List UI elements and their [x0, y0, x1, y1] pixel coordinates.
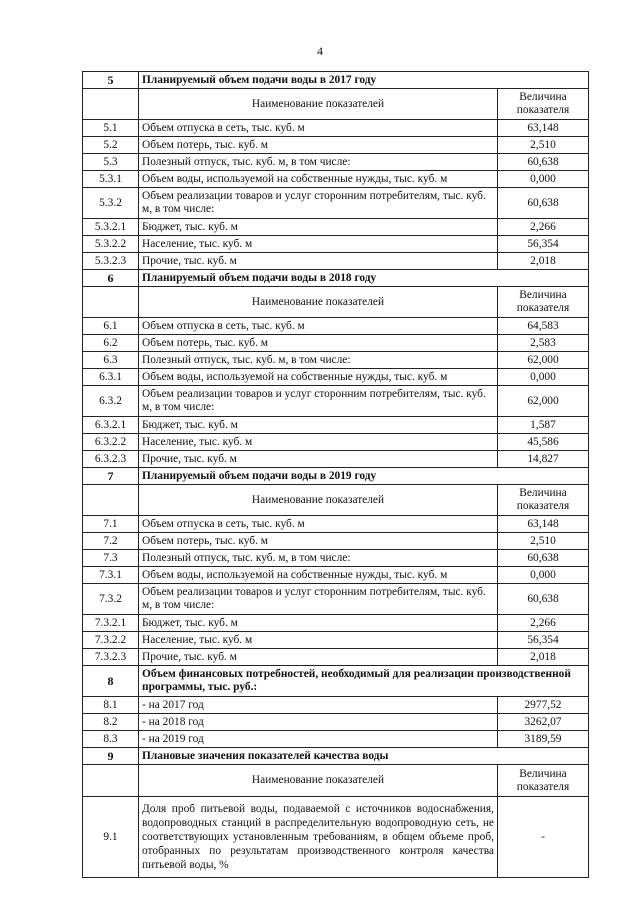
row-indicator: Прочие, тыс. куб. м: [139, 451, 498, 468]
row-value: 1,587: [498, 417, 589, 434]
row-number: 7.1: [83, 516, 139, 533]
row-number: 7.3.2.3: [83, 649, 139, 666]
row-value: 2,266: [498, 219, 589, 236]
row-indicator: Полезный отпуск, тыс. куб. м, в том числе:: [139, 352, 498, 369]
row-indicator: Бюджет, тыс. куб. м: [139, 417, 498, 434]
row-indicator: Полезный отпуск, тыс. куб. м, в том числе:: [139, 550, 498, 567]
table-row: [83, 120, 589, 137]
row-number: 9.1: [83, 797, 139, 878]
table-row: [83, 369, 589, 386]
row-value: 62,000: [498, 386, 589, 417]
column-header-row: [83, 765, 589, 797]
table-row: [83, 516, 589, 533]
row-indicator: Объем реализации товаров и услуг сторонним потребителям, тыс. куб. м, в том числе:: [139, 188, 498, 219]
header-empty-cell: [83, 485, 139, 516]
section-title: Планируемый объем подачи воды в 2018 году: [139, 270, 589, 287]
header-empty-cell: [83, 287, 139, 318]
row-value: 45,586: [498, 434, 589, 451]
table-row: [83, 533, 589, 550]
row-number: 5.3.2.2: [83, 236, 139, 253]
header-value: Величина показателя: [498, 89, 589, 120]
header-indicator: Наименование показателей: [139, 89, 498, 120]
row-value: 0,000: [498, 567, 589, 584]
row-number: 5.3: [83, 154, 139, 171]
row-value: 3262,07: [498, 714, 589, 731]
row-value: 60,638: [498, 188, 589, 219]
row-number: 7.3.2: [83, 584, 139, 615]
row-indicator: - на 2018 год: [139, 714, 498, 731]
row-indicator: Население, тыс. куб. м: [139, 632, 498, 649]
table-row: [83, 335, 589, 352]
row-number: 5.3.2: [83, 188, 139, 219]
section-number: 9: [83, 748, 139, 765]
page-number: 4: [317, 44, 323, 58]
row-indicator: Население, тыс. куб. м: [139, 434, 498, 451]
header-value: Величина показателя: [498, 485, 589, 516]
table-row: [83, 137, 589, 154]
table-row: [83, 714, 589, 731]
row-value: 64,583: [498, 318, 589, 335]
row-indicator: Бюджет, тыс. куб. м: [139, 615, 498, 632]
row-number: 6.3.2.2: [83, 434, 139, 451]
row-number: 5.1: [83, 120, 139, 137]
table-row: [83, 451, 589, 468]
row-number: 6.3.2.1: [83, 417, 139, 434]
table-row: [83, 584, 589, 615]
row-number: 5.2: [83, 137, 139, 154]
row-indicator: Объем воды, используемой на собственные нужды, тыс. куб. м: [139, 567, 498, 584]
row-indicator: Полезный отпуск, тыс. куб. м, в том числе:: [139, 154, 498, 171]
row-number: 5.3.2.3: [83, 253, 139, 270]
section-title: Объем финансовых потребностей, необходимый для реализации производственной программы, тыс. руб.:: [139, 666, 589, 697]
table-row: [83, 697, 589, 714]
row-value: 2,018: [498, 649, 589, 666]
section-title: Планируемый объем подачи воды в 2019 году: [139, 468, 589, 485]
row-number: 7.3.1: [83, 567, 139, 584]
row-number: 5.3.2.1: [83, 219, 139, 236]
row-value: 3189,59: [498, 731, 589, 748]
section-number: 7: [83, 468, 139, 485]
row-indicator: Объем реализации товаров и услуг сторонним потребителям, тыс. куб. м, в том числе:: [139, 386, 498, 417]
table-row: [83, 632, 589, 649]
column-header-row: [83, 89, 589, 120]
section-heading-row: [83, 666, 589, 697]
row-indicator: Бюджет, тыс. куб. м: [139, 219, 498, 236]
row-value: 60,638: [498, 550, 589, 567]
row-indicator: Объем воды, используемой на собственные нужды, тыс. куб. м: [139, 171, 498, 188]
row-value: -: [498, 797, 589, 878]
row-indicator: Объем потерь, тыс. куб. м: [139, 335, 498, 352]
program-table: [82, 71, 589, 878]
section-heading-row: [83, 748, 589, 765]
header-indicator: Наименование показателей: [139, 287, 498, 318]
row-indicator: Объем отпуска в сеть, тыс. куб. м: [139, 516, 498, 533]
row-value: 2,583: [498, 335, 589, 352]
row-number: 6.3.2: [83, 386, 139, 417]
row-value: 62,000: [498, 352, 589, 369]
row-value: 60,638: [498, 584, 589, 615]
row-indicator: - на 2017 год: [139, 697, 498, 714]
table-row: [83, 352, 589, 369]
row-indicator: - на 2019 год: [139, 731, 498, 748]
row-indicator: Прочие, тыс. куб. м: [139, 253, 498, 270]
row-value: 63,148: [498, 120, 589, 137]
row-value: 0,000: [498, 369, 589, 386]
table-row: [83, 797, 589, 878]
row-value: 2977,52: [498, 697, 589, 714]
row-number: 7.3: [83, 550, 139, 567]
row-number: 8.2: [83, 714, 139, 731]
row-indicator: Объем отпуска в сеть, тыс. куб. м: [139, 318, 498, 335]
header-empty-cell: [83, 765, 139, 797]
row-number: 7.3.2.1: [83, 615, 139, 632]
table-row: [83, 219, 589, 236]
table-row: [83, 318, 589, 335]
table-row: [83, 188, 589, 219]
column-header-row: [83, 287, 589, 318]
table-row: [83, 731, 589, 748]
header-indicator: Наименование показателей: [139, 485, 498, 516]
row-number: 5.3.1: [83, 171, 139, 188]
row-number: 7.3.2.2: [83, 632, 139, 649]
table-row: [83, 154, 589, 171]
column-header-row: [83, 485, 589, 516]
row-value: 2,510: [498, 137, 589, 154]
row-number: 6.1: [83, 318, 139, 335]
table-row: [83, 550, 589, 567]
row-value: 56,354: [498, 236, 589, 253]
header-indicator: Наименование показателей: [139, 765, 498, 797]
row-value: 63,148: [498, 516, 589, 533]
section-number: 6: [83, 270, 139, 287]
section-heading-row: [83, 72, 589, 89]
row-value: 0,000: [498, 171, 589, 188]
row-number: 8.3: [83, 731, 139, 748]
row-number: 6.2: [83, 335, 139, 352]
header-value: Величина показателя: [498, 287, 589, 318]
row-value: 2,266: [498, 615, 589, 632]
table-row: [83, 236, 589, 253]
row-number: 8.1: [83, 697, 139, 714]
header-empty-cell: [83, 89, 139, 120]
table-row: [83, 649, 589, 666]
row-value: 2,510: [498, 533, 589, 550]
row-indicator: Объем потерь, тыс. куб. м: [139, 137, 498, 154]
section-number: 5: [83, 72, 139, 89]
table-row: [83, 386, 589, 417]
row-number: 6.3.1: [83, 369, 139, 386]
row-value: 56,354: [498, 632, 589, 649]
row-value: 2,018: [498, 253, 589, 270]
row-indicator: Прочие, тыс. куб. м: [139, 649, 498, 666]
row-value: 14,827: [498, 451, 589, 468]
section-heading-row: [83, 468, 589, 485]
section-title: Планируемый объем подачи воды в 2017 году: [139, 72, 589, 89]
section-title: Плановые значения показателей качества воды: [139, 748, 589, 765]
section-heading-row: [83, 270, 589, 287]
section-number: 8: [83, 666, 139, 697]
row-indicator: Объем потерь, тыс. куб. м: [139, 533, 498, 550]
table-row: [83, 434, 589, 451]
row-indicator: Население, тыс. куб. м: [139, 236, 498, 253]
table-row: [83, 417, 589, 434]
table-row: [83, 615, 589, 632]
table-row: [83, 171, 589, 188]
row-indicator: Объем отпуска в сеть, тыс. куб. м: [139, 120, 498, 137]
header-value: Величина показателя: [498, 765, 589, 797]
row-number: 7.2: [83, 533, 139, 550]
row-indicator: Объем воды, используемой на собственные нужды, тыс. куб. м: [139, 369, 498, 386]
row-indicator: Объем реализации товаров и услуг сторонним потребителям, тыс. куб. м, в том числе:: [139, 584, 498, 615]
row-indicator: Доля проб питьевой воды, подаваемой с источников водоснабжения, водопроводных станций в распределительную водопроводную сеть, не соответствующих установленным требованиям, в общем объеме проб, отобранных по результатам производственного контроля качества питьевой воды, %: [139, 797, 498, 878]
table-row: [83, 253, 589, 270]
row-value: 60,638: [498, 154, 589, 171]
row-number: 6.3: [83, 352, 139, 369]
row-number: 6.3.2.3: [83, 451, 139, 468]
table-row: [83, 567, 589, 584]
